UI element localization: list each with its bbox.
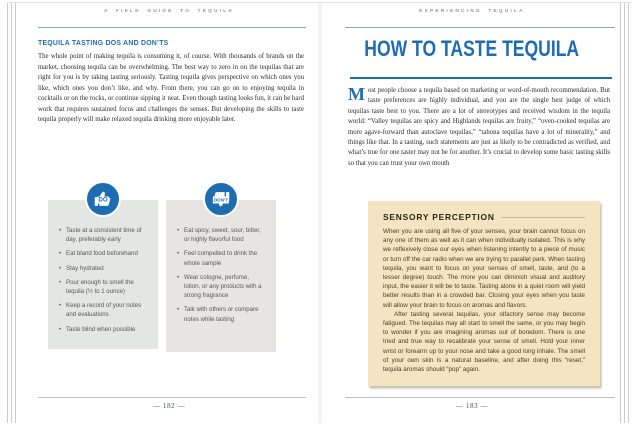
page-title-text: HOW TO TASTE TEQUILA <box>364 36 580 61</box>
right-intro-text: ost people choose a tequila based on marketing or word-of-mouth recommendation. But taste preferences are highly individual, and you are the single best judge of which tequilas taste best to you. There are a lot of stereotypes and received wisdom in the tequila world: “Valley tequilas are spicy and Highlands tequilas are fruity,” “oven-cooked tequilas are more agave-forward than autoclave tequilas,” “tahona tequilas have a lot of minerality,” and things like that. In a tasting, such statements are just as likely to be contradicted as verified, and what’s true for one taster may not be for another. It’s crucial to develop some basic tasting skills so that you can trust your own mouth <box>348 87 610 167</box>
header-rule-left <box>38 27 306 28</box>
title-rule <box>350 77 612 79</box>
do-list-item: • Eat bland food beforehand <box>66 249 148 258</box>
dont-list <box>177 226 266 324</box>
do-badge-label: DO <box>98 196 108 204</box>
dont-list-item: • Wear cologne, perfume, lotion, or any products with a strong fragrance <box>184 273 266 301</box>
sensory-perception-box <box>368 201 600 386</box>
do-list-item: • Keep a record of your notes and evaluations <box>66 301 148 319</box>
left-page <box>18 0 320 426</box>
do-list-item: • Taste at a consistent time of day, preferably early <box>66 226 148 244</box>
sidebar-title: SENSORY PERCEPTION <box>383 212 585 222</box>
running-header-right: EXPERIENCING TEQUILA <box>419 9 525 14</box>
do-list-item: • Taste blind when possible <box>66 325 148 334</box>
sidebar-paragraph-2: After tasting several tequilas, your olfactory sense may become fatigued. The tequilas may all start to smell the same, or you may begin to wonder if you are imagining aromas out of boredom. There is one tried and true way to recalibrate your sense of smell. Hold your inner wrist or forearm up to your nose and take a good long inhale. The smell of your own skin is a natural baseline, and after doing this “reset,” tequila aromas should “pop” again. <box>383 310 585 374</box>
dont-badge-label: DON’T <box>213 197 229 203</box>
page-edges-left <box>7 3 18 423</box>
page-title <box>322 36 622 62</box>
section-title: TEQUILA TASTING DOS AND DON’TS <box>38 40 169 47</box>
dont-list-item: • Talk with others or compare notes while tasting <box>184 305 266 323</box>
page-number-right: — 183 — <box>455 402 489 410</box>
header-rule-right <box>345 27 615 28</box>
do-list-item: • Stay hydrated <box>66 264 148 273</box>
dont-badge <box>203 181 239 217</box>
left-intro-paragraph: The whole point of making tequila is consuming it, of course. With thousands of brands on the market, choosing tequila can be overwhelming. The best way to zero in on the tequilas that are right for you is by taking tasting seriously. Tasting tequila gives perspective on which ones you like, which ones you don’t like, and why. From there, you can go on to enjoying tequila in cocktails or on the rocks, or continue sipping it neat. Even though tasting looks fun, it can be hard work that requires sustained focus and challenges the senses. But developing the skills to taste tequila properly will make relaxed tequila drinking more enjoyable later. <box>38 53 304 123</box>
footer-rule-left <box>38 397 306 398</box>
do-box <box>48 200 158 349</box>
page-number-left: — 182 — <box>152 402 186 410</box>
do-list <box>59 226 148 334</box>
right-intro-paragraph <box>348 86 610 169</box>
right-page <box>322 0 622 426</box>
footer-rule-right <box>345 397 615 398</box>
dont-box <box>166 200 276 352</box>
do-badge <box>85 181 121 217</box>
do-list-item: • Pour enough to smell the tequila (½ to 1 ounce) <box>66 278 148 296</box>
dont-list-item: • Eat spicy, sweet, sour, bitter, or highly flavorful food <box>184 226 266 244</box>
sidebar-paragraph-1: When you are using all five of your senses, your brain cannot focus on any one of them as well as it can when individually isolated. This is why we reflexively close our eyes when listening intently to a piece of music or turn off the car radio when we are trying to parallel park. When tasting tequila, you want to focus on your senses of smell, taste, and (to a lesser degree) touch. The more you can diminish visual and auditory input, the easier it will be to taste. Tasting alone in a quiet room will yield better results than in a crowded bar. Closing your eyes when you taste will allow your brain to focus on aromas and flavors. <box>383 228 585 309</box>
drop-cap: M <box>348 84 365 104</box>
dont-list-item: • Feel compelled to drink the whole sample <box>184 249 266 267</box>
running-header-left: A FIELD GUIDE TO TEQUILA <box>103 9 235 14</box>
